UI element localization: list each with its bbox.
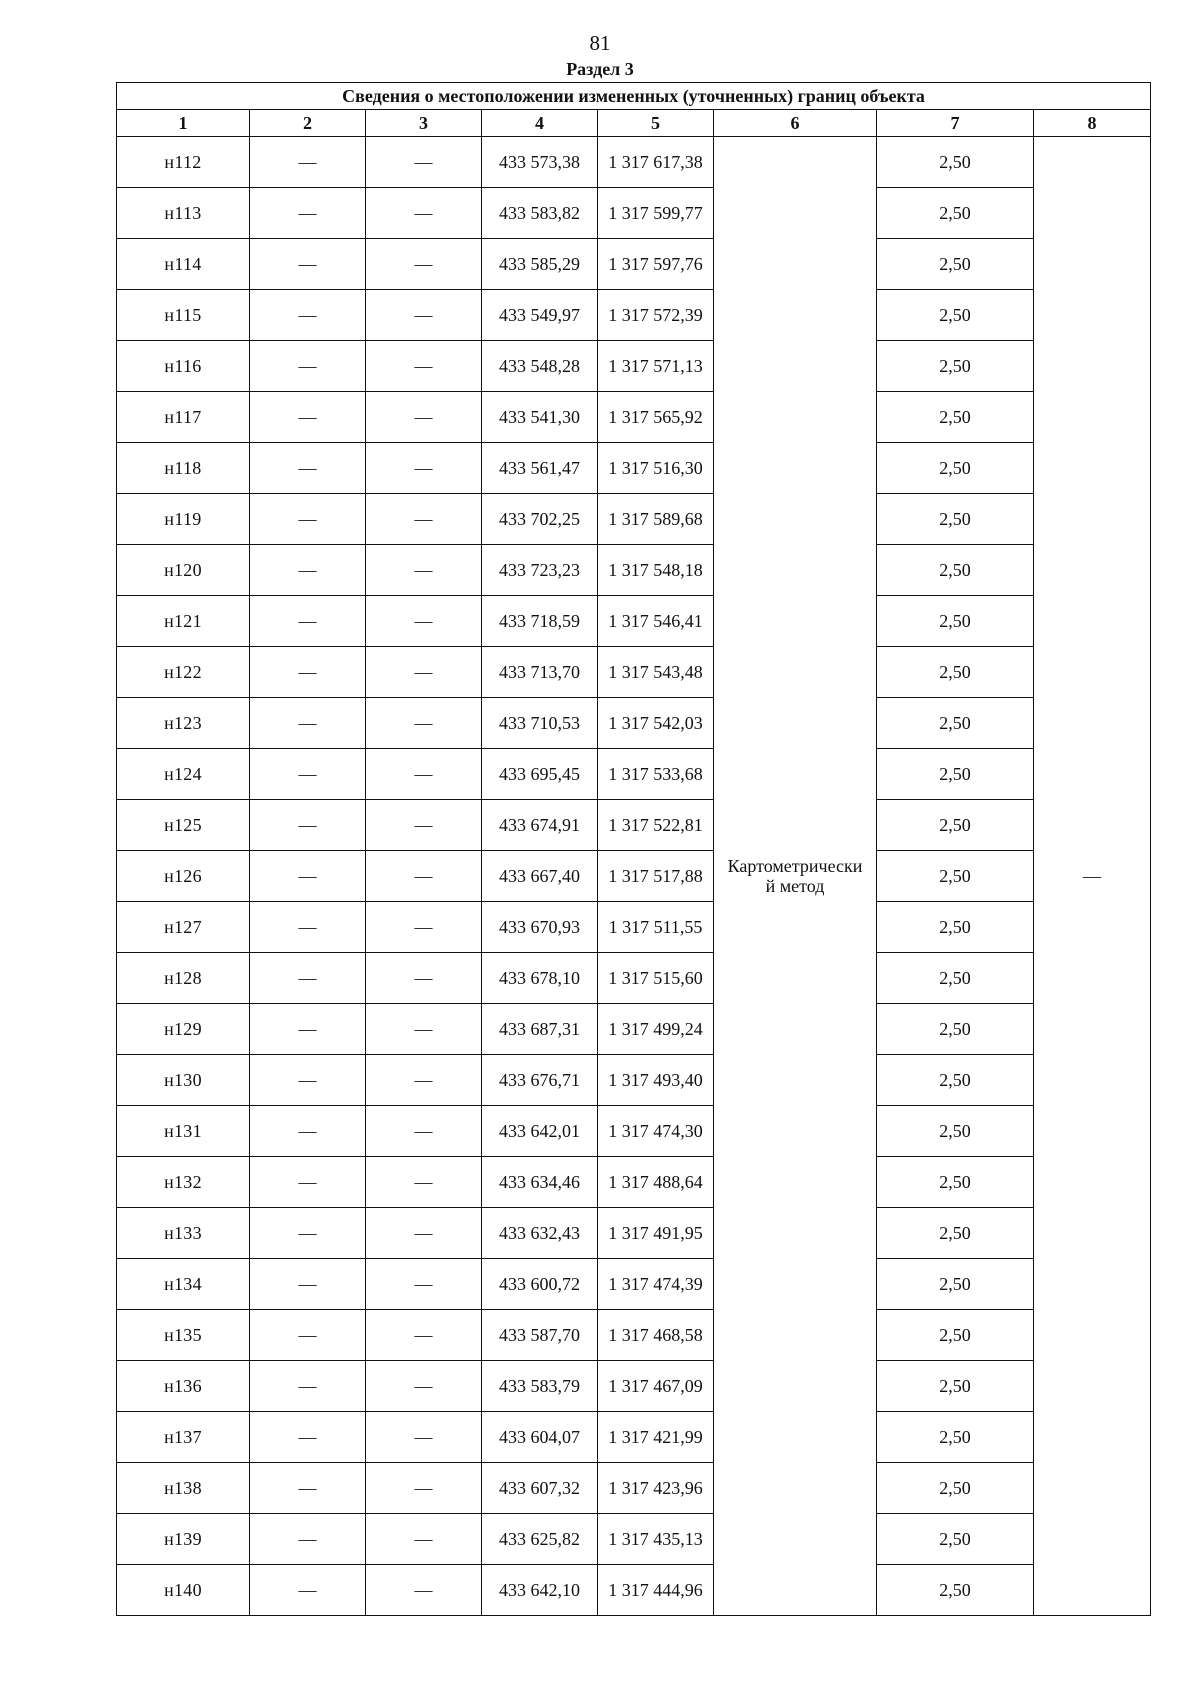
column-3-cell: — [366,494,482,545]
point-name-cell: н128 [117,953,250,1004]
column-2-cell: — [250,443,366,494]
point-name-cell: н140 [117,1565,250,1616]
coordinate-x-cell: 433 667,40 [482,851,598,902]
table-row [117,341,1151,392]
point-name-cell: н133 [117,1208,250,1259]
point-name-cell: н135 [117,1310,250,1361]
column-2-cell: — [250,341,366,392]
point-name-cell: н139 [117,1514,250,1565]
coordinate-x-cell: 433 561,47 [482,443,598,494]
table-row [117,1361,1151,1412]
point-name-cell: н114 [117,239,250,290]
column-number-7: 7 [877,110,1034,137]
column-2-cell: — [250,1157,366,1208]
column-3-cell: — [366,749,482,800]
accuracy-cell: 2,50 [877,1514,1034,1565]
column-2-cell: — [250,800,366,851]
point-name-cell: н121 [117,596,250,647]
coordinate-y-cell: 1 317 474,39 [598,1259,714,1310]
point-name-cell: н123 [117,698,250,749]
point-name-cell: н124 [117,749,250,800]
point-name-cell: н118 [117,443,250,494]
point-name-cell: н120 [117,545,250,596]
column-number-8: 8 [1034,110,1151,137]
coordinate-x-cell: 433 585,29 [482,239,598,290]
table-row [117,749,1151,800]
coordinate-x-cell: 433 695,45 [482,749,598,800]
accuracy-cell: 2,50 [877,596,1034,647]
coordinate-x-cell: 433 583,82 [482,188,598,239]
table-caption: Сведения о местоположении измененных (уточненных) границ объекта [117,83,1151,110]
point-name-cell: н132 [117,1157,250,1208]
accuracy-cell: 2,50 [877,1004,1034,1055]
coordinate-x-cell: 433 548,28 [482,341,598,392]
table-row [117,494,1151,545]
coordinate-y-cell: 1 317 546,41 [598,596,714,647]
coordinate-x-cell: 433 642,01 [482,1106,598,1157]
coordinate-x-cell: 433 587,70 [482,1310,598,1361]
coordinate-y-cell: 1 317 467,09 [598,1361,714,1412]
column-number-2: 2 [250,110,366,137]
column-3-cell: — [366,392,482,443]
table-row [117,1157,1151,1208]
point-name-cell: н138 [117,1463,250,1514]
coordinate-y-cell: 1 317 565,92 [598,392,714,443]
boundary-coordinates-table [116,82,1151,1616]
column-2-cell: — [250,749,366,800]
table-row [117,1310,1151,1361]
column-3-cell: — [366,1106,482,1157]
table-row [117,698,1151,749]
point-name-cell: н125 [117,800,250,851]
column-3-cell: — [366,1259,482,1310]
accuracy-cell: 2,50 [877,800,1034,851]
point-name-cell: н131 [117,1106,250,1157]
coordinate-x-cell: 433 632,43 [482,1208,598,1259]
coordinate-x-cell: 433 702,25 [482,494,598,545]
table-row [117,953,1151,1004]
point-name-cell: н115 [117,290,250,341]
coordinate-y-cell: 1 317 499,24 [598,1004,714,1055]
column-2-cell: — [250,1055,366,1106]
column-number-3: 3 [366,110,482,137]
accuracy-cell: 2,50 [877,1106,1034,1157]
accuracy-cell: 2,50 [877,851,1034,902]
accuracy-cell: 2,50 [877,1310,1034,1361]
table-row [117,596,1151,647]
accuracy-cell: 2,50 [877,239,1034,290]
point-name-cell: н126 [117,851,250,902]
point-name-cell: н129 [117,1004,250,1055]
column-2-cell: — [250,1514,366,1565]
column-2-cell: — [250,698,366,749]
column-3-cell: — [366,443,482,494]
accuracy-cell: 2,50 [877,1208,1034,1259]
accuracy-cell: 2,50 [877,290,1034,341]
accuracy-cell: 2,50 [877,1361,1034,1412]
coordinate-x-cell: 433 600,72 [482,1259,598,1310]
accuracy-cell: 2,50 [877,443,1034,494]
column-3-cell: — [366,1463,482,1514]
accuracy-cell: 2,50 [877,1412,1034,1463]
point-name-cell: н137 [117,1412,250,1463]
point-name-cell: н136 [117,1361,250,1412]
column-3-cell: — [366,647,482,698]
table-row [117,1055,1151,1106]
column-number-6: 6 [714,110,877,137]
column-3-cell: — [366,1310,482,1361]
column-8-cell: — [1034,137,1151,1616]
column-2-cell: — [250,545,366,596]
coordinate-y-cell: 1 317 543,48 [598,647,714,698]
column-2-cell: — [250,596,366,647]
coordinate-x-cell: 433 676,71 [482,1055,598,1106]
accuracy-cell: 2,50 [877,1157,1034,1208]
column-3-cell: — [366,596,482,647]
accuracy-cell: 2,50 [877,494,1034,545]
column-2-cell: — [250,392,366,443]
coordinate-y-cell: 1 317 423,96 [598,1463,714,1514]
column-3-cell: — [366,851,482,902]
coordinate-x-cell: 433 607,32 [482,1463,598,1514]
coordinate-y-cell: 1 317 488,64 [598,1157,714,1208]
column-3-cell: — [366,1412,482,1463]
table-row [117,290,1151,341]
table-row [117,647,1151,698]
column-2-cell: — [250,188,366,239]
column-3-cell: — [366,1565,482,1616]
column-number-4: 4 [482,110,598,137]
table-row [117,443,1151,494]
coordinate-x-cell: 433 678,10 [482,953,598,1004]
column-3-cell: — [366,290,482,341]
coordinate-y-cell: 1 317 533,68 [598,749,714,800]
coordinate-x-cell: 433 549,97 [482,290,598,341]
accuracy-cell: 2,50 [877,749,1034,800]
column-3-cell: — [366,902,482,953]
coordinate-x-cell: 433 583,79 [482,1361,598,1412]
table-row [117,1412,1151,1463]
page-number: 81 [589,31,611,55]
coordinate-y-cell: 1 317 599,77 [598,188,714,239]
point-name-cell: н127 [117,902,250,953]
coordinate-y-cell: 1 317 468,58 [598,1310,714,1361]
coordinate-y-cell: 1 317 589,68 [598,494,714,545]
table-row [117,137,1151,188]
coordinate-y-cell: 1 317 511,55 [598,902,714,953]
column-2-cell: — [250,1463,366,1514]
point-name-cell: н134 [117,1259,250,1310]
coordinate-x-cell: 433 625,82 [482,1514,598,1565]
table-row [117,1463,1151,1514]
coordinate-y-cell: 1 317 548,18 [598,545,714,596]
method-text-line: Картометрически [727,856,863,876]
table-row [117,1565,1151,1616]
column-2-cell: — [250,290,366,341]
point-name-cell: н116 [117,341,250,392]
column-2-cell: — [250,647,366,698]
table-row [117,1106,1151,1157]
coordinate-x-cell: 433 674,91 [482,800,598,851]
accuracy-cell: 2,50 [877,188,1034,239]
column-3-cell: — [366,1361,482,1412]
coordinate-y-cell: 1 317 542,03 [598,698,714,749]
coordinate-y-cell: 1 317 522,81 [598,800,714,851]
table-row [117,851,1151,902]
coordinate-y-cell: 1 317 493,40 [598,1055,714,1106]
coordinate-y-cell: 1 317 571,13 [598,341,714,392]
accuracy-cell: 2,50 [877,392,1034,443]
method-cell [714,137,877,1616]
section-title: Раздел 3 [566,59,634,79]
coordinate-y-cell: 1 317 517,88 [598,851,714,902]
point-name-cell: н122 [117,647,250,698]
column-number-1: 1 [117,110,250,137]
coordinate-x-cell: 433 642,10 [482,1565,598,1616]
column-3-cell: — [366,1514,482,1565]
column-2-cell: — [250,1361,366,1412]
coordinate-y-cell: 1 317 572,39 [598,290,714,341]
accuracy-cell: 2,50 [877,1463,1034,1514]
point-name-cell: н119 [117,494,250,545]
column-number-row [117,110,1151,137]
column-3-cell: — [366,1055,482,1106]
coordinate-y-cell: 1 317 516,30 [598,443,714,494]
accuracy-cell: 2,50 [877,341,1034,392]
method-text-line: й метод [765,876,825,896]
accuracy-cell: 2,50 [877,902,1034,953]
column-2-cell: — [250,137,366,188]
coordinate-x-cell: 433 718,59 [482,596,598,647]
column-2-cell: — [250,953,366,1004]
column-2-cell: — [250,902,366,953]
point-name-cell: н130 [117,1055,250,1106]
column-2-cell: — [250,851,366,902]
table-row [117,239,1151,290]
table-row [117,1259,1151,1310]
table-row [117,902,1151,953]
table-row [117,800,1151,851]
coordinate-x-cell: 433 541,30 [482,392,598,443]
column-2-cell: — [250,1565,366,1616]
table-row [117,545,1151,596]
table-row [117,188,1151,239]
column-2-cell: — [250,239,366,290]
table-row [117,1004,1151,1055]
accuracy-cell: 2,50 [877,1055,1034,1106]
point-name-cell: н117 [117,392,250,443]
column-3-cell: — [366,953,482,1004]
coordinate-y-cell: 1 317 515,60 [598,953,714,1004]
coordinate-y-cell: 1 317 435,13 [598,1514,714,1565]
column-3-cell: — [366,800,482,851]
accuracy-cell: 2,50 [877,545,1034,596]
coordinate-x-cell: 433 723,23 [482,545,598,596]
column-2-cell: — [250,494,366,545]
coordinate-y-cell: 1 317 444,96 [598,1565,714,1616]
coordinate-x-cell: 433 710,53 [482,698,598,749]
coordinate-y-cell: 1 317 474,30 [598,1106,714,1157]
column-2-cell: — [250,1310,366,1361]
column-3-cell: — [366,1208,482,1259]
coordinate-y-cell: 1 317 421,99 [598,1412,714,1463]
table-body [117,137,1151,1616]
table-row [117,1514,1151,1565]
column-3-cell: — [366,341,482,392]
column-3-cell: — [366,188,482,239]
column-3-cell: — [366,545,482,596]
column-2-cell: — [250,1259,366,1310]
coordinate-x-cell: 433 573,38 [482,137,598,188]
coordinate-x-cell: 433 687,31 [482,1004,598,1055]
column-3-cell: — [366,698,482,749]
table-row [117,392,1151,443]
accuracy-cell: 2,50 [877,1259,1034,1310]
column-3-cell: — [366,137,482,188]
coordinate-y-cell: 1 317 597,76 [598,239,714,290]
coordinate-y-cell: 1 317 617,38 [598,137,714,188]
column-3-cell: — [366,1004,482,1055]
column-number-5: 5 [598,110,714,137]
coordinate-x-cell: 433 670,93 [482,902,598,953]
column-3-cell: — [366,239,482,290]
coordinate-x-cell: 433 634,46 [482,1157,598,1208]
accuracy-cell: 2,50 [877,137,1034,188]
point-name-cell: н113 [117,188,250,239]
column-2-cell: — [250,1004,366,1055]
column-3-cell: — [366,1157,482,1208]
accuracy-cell: 2,50 [877,1565,1034,1616]
accuracy-cell: 2,50 [877,953,1034,1004]
column-2-cell: — [250,1106,366,1157]
accuracy-cell: 2,50 [877,647,1034,698]
coordinate-x-cell: 433 713,70 [482,647,598,698]
table-row [117,1208,1151,1259]
column-2-cell: — [250,1412,366,1463]
coordinate-x-cell: 433 604,07 [482,1412,598,1463]
column-2-cell: — [250,1208,366,1259]
accuracy-cell: 2,50 [877,698,1034,749]
point-name-cell: н112 [117,137,250,188]
coordinate-y-cell: 1 317 491,95 [598,1208,714,1259]
